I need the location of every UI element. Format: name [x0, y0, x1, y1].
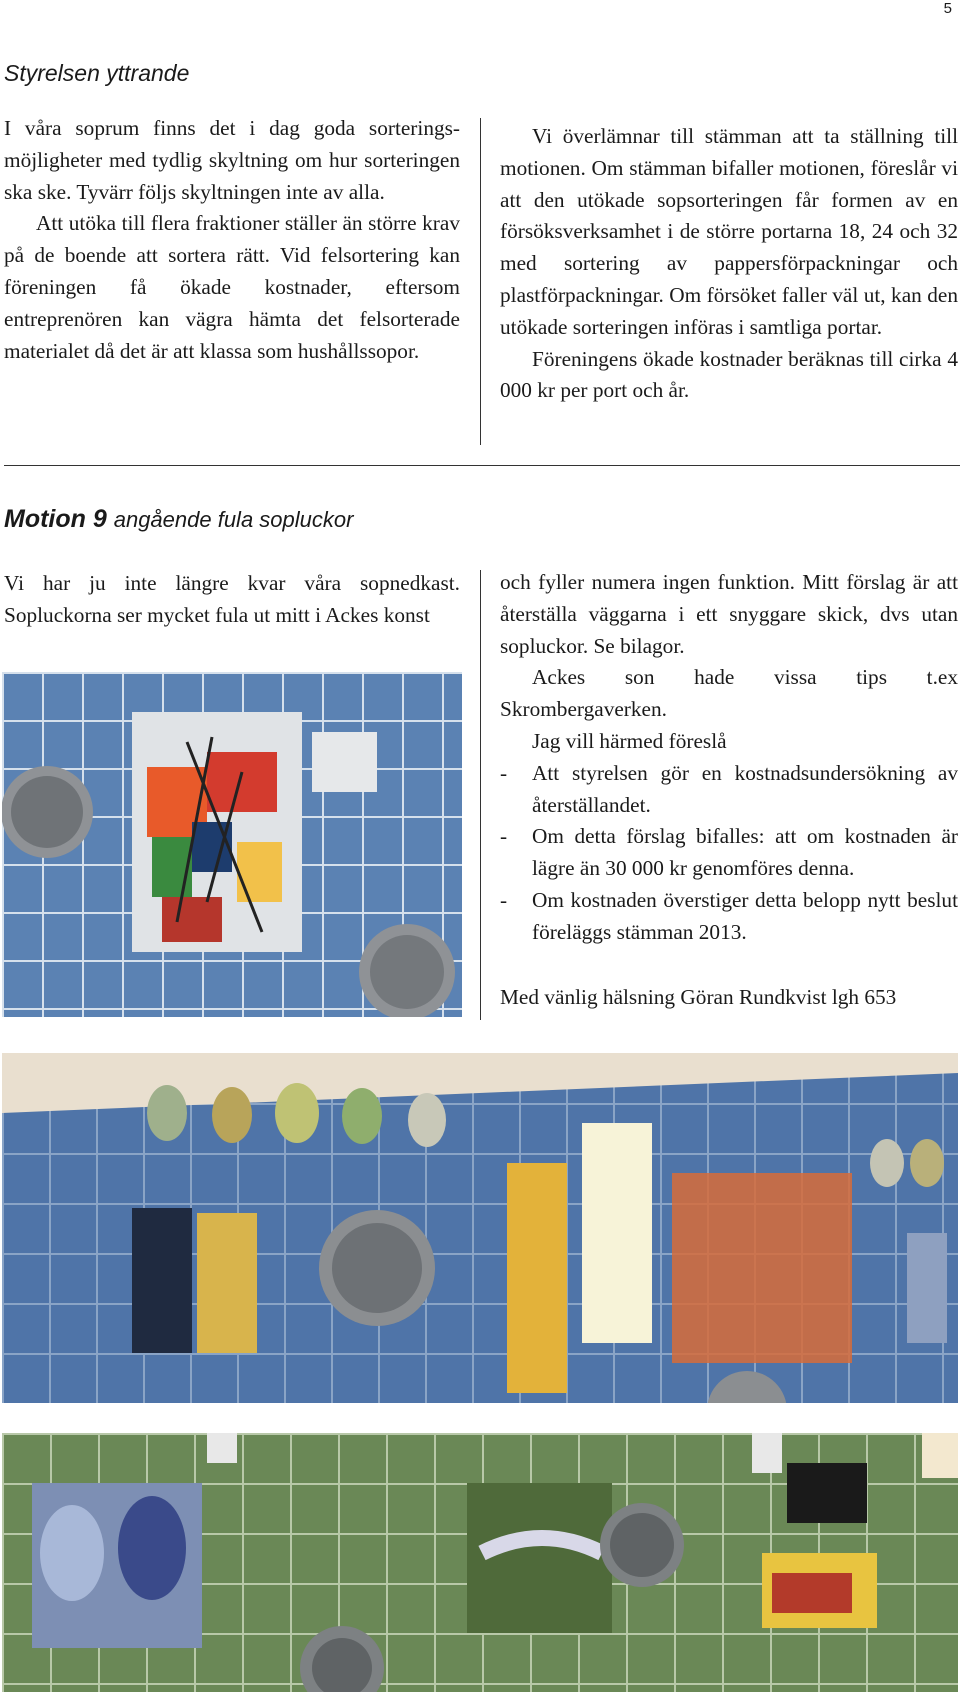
list-item-text: Om detta förslag bifalles: att om kostnaden är lägre än 30 000 kr genomföres denna.: [532, 824, 958, 881]
list-item-text: Om kostnaden överstiger detta belopp nytt beslut föreläggs stämman 2013.: [532, 887, 958, 944]
motion-number: Motion 9: [4, 505, 107, 533]
proposal-list: [500, 758, 958, 949]
section1-right-column: [500, 121, 958, 407]
paragraph: Ackes son hade vissa tips t.ex Skrombergaverken.: [500, 665, 958, 722]
bullet-dash: -: [500, 760, 508, 785]
wall-art-image: [2, 1053, 958, 1403]
photo-green-tiles: [2, 1433, 958, 1692]
list-item: [500, 821, 958, 885]
motion-subject: angående fula sopluckor: [113, 507, 354, 532]
paragraph: I våra soprum finns det i dag goda sorterings-möjligheter med tydlig skyltning om hur sorteringen ska ske. Tyvärr följs skyltningen inte av alla.: [4, 116, 460, 204]
motion-heading: [4, 505, 353, 534]
bullet-dash: -: [500, 887, 508, 912]
wall-art-image: [2, 672, 462, 1017]
photo-blue-tiles-faces: [2, 1053, 958, 1403]
section-heading: Styrelsen yttrande: [4, 60, 190, 86]
list-item: [500, 885, 958, 949]
list-item: [500, 758, 958, 822]
paragraph: Vi överlämnar till stämman att ta ställning till motionen. Om stämman bifaller motionen, föreslår vi att den utökade sopsorteringen får formen av en försöksverksamhet i de större portarna 18, 24 och 32 med sortering av pappersförpackningar och plastförpackningar. Om försöket faller väl ut, kan den utökade sorteringen införas i samtliga portar.: [500, 124, 958, 339]
paragraph: och fyller numera ingen funktion. Mitt förslag är att återställa väggarna i ett snyggare skick, dvs utan sopluckor. Se bilagor.: [500, 570, 958, 658]
photo-blue-tiles: [2, 672, 462, 1017]
column-divider: [480, 570, 481, 1020]
column-divider: [480, 118, 481, 445]
paragraph: Jag vill härmed föreslå: [532, 728, 727, 753]
motion-right-column: [500, 567, 958, 949]
paragraph: Vi har ju inte längre kvar våra sopnedkast. Sopluckorna ser mycket fula ut mitt i Ackes konst: [4, 571, 460, 627]
list-item-text: Att styrelsen gör en kostnadsundersökning av återställandet.: [532, 760, 958, 817]
section-divider: [4, 465, 960, 466]
signature: Med vänlig hälsning Göran Rundkvist lgh 653: [500, 985, 897, 1009]
section1-left-column: [4, 113, 460, 367]
paragraph: Att utöka till flera fraktioner ställer än större krav på de boende att sortera rätt. Vid felsortering kan föreningen få ökade kostnader, eftersom entreprenören kan vägra hämta det felsorterade materialet då det är att klassa som hushållssopor.: [4, 211, 460, 363]
wall-art-image: [2, 1433, 958, 1692]
page-number: 5: [943, 0, 952, 17]
paragraph: Föreningens ökade kostnader beräknas till cirka 4 000 kr per port och år.: [500, 346, 958, 403]
motion-left-column: [4, 568, 460, 632]
bullet-dash: -: [500, 824, 508, 849]
